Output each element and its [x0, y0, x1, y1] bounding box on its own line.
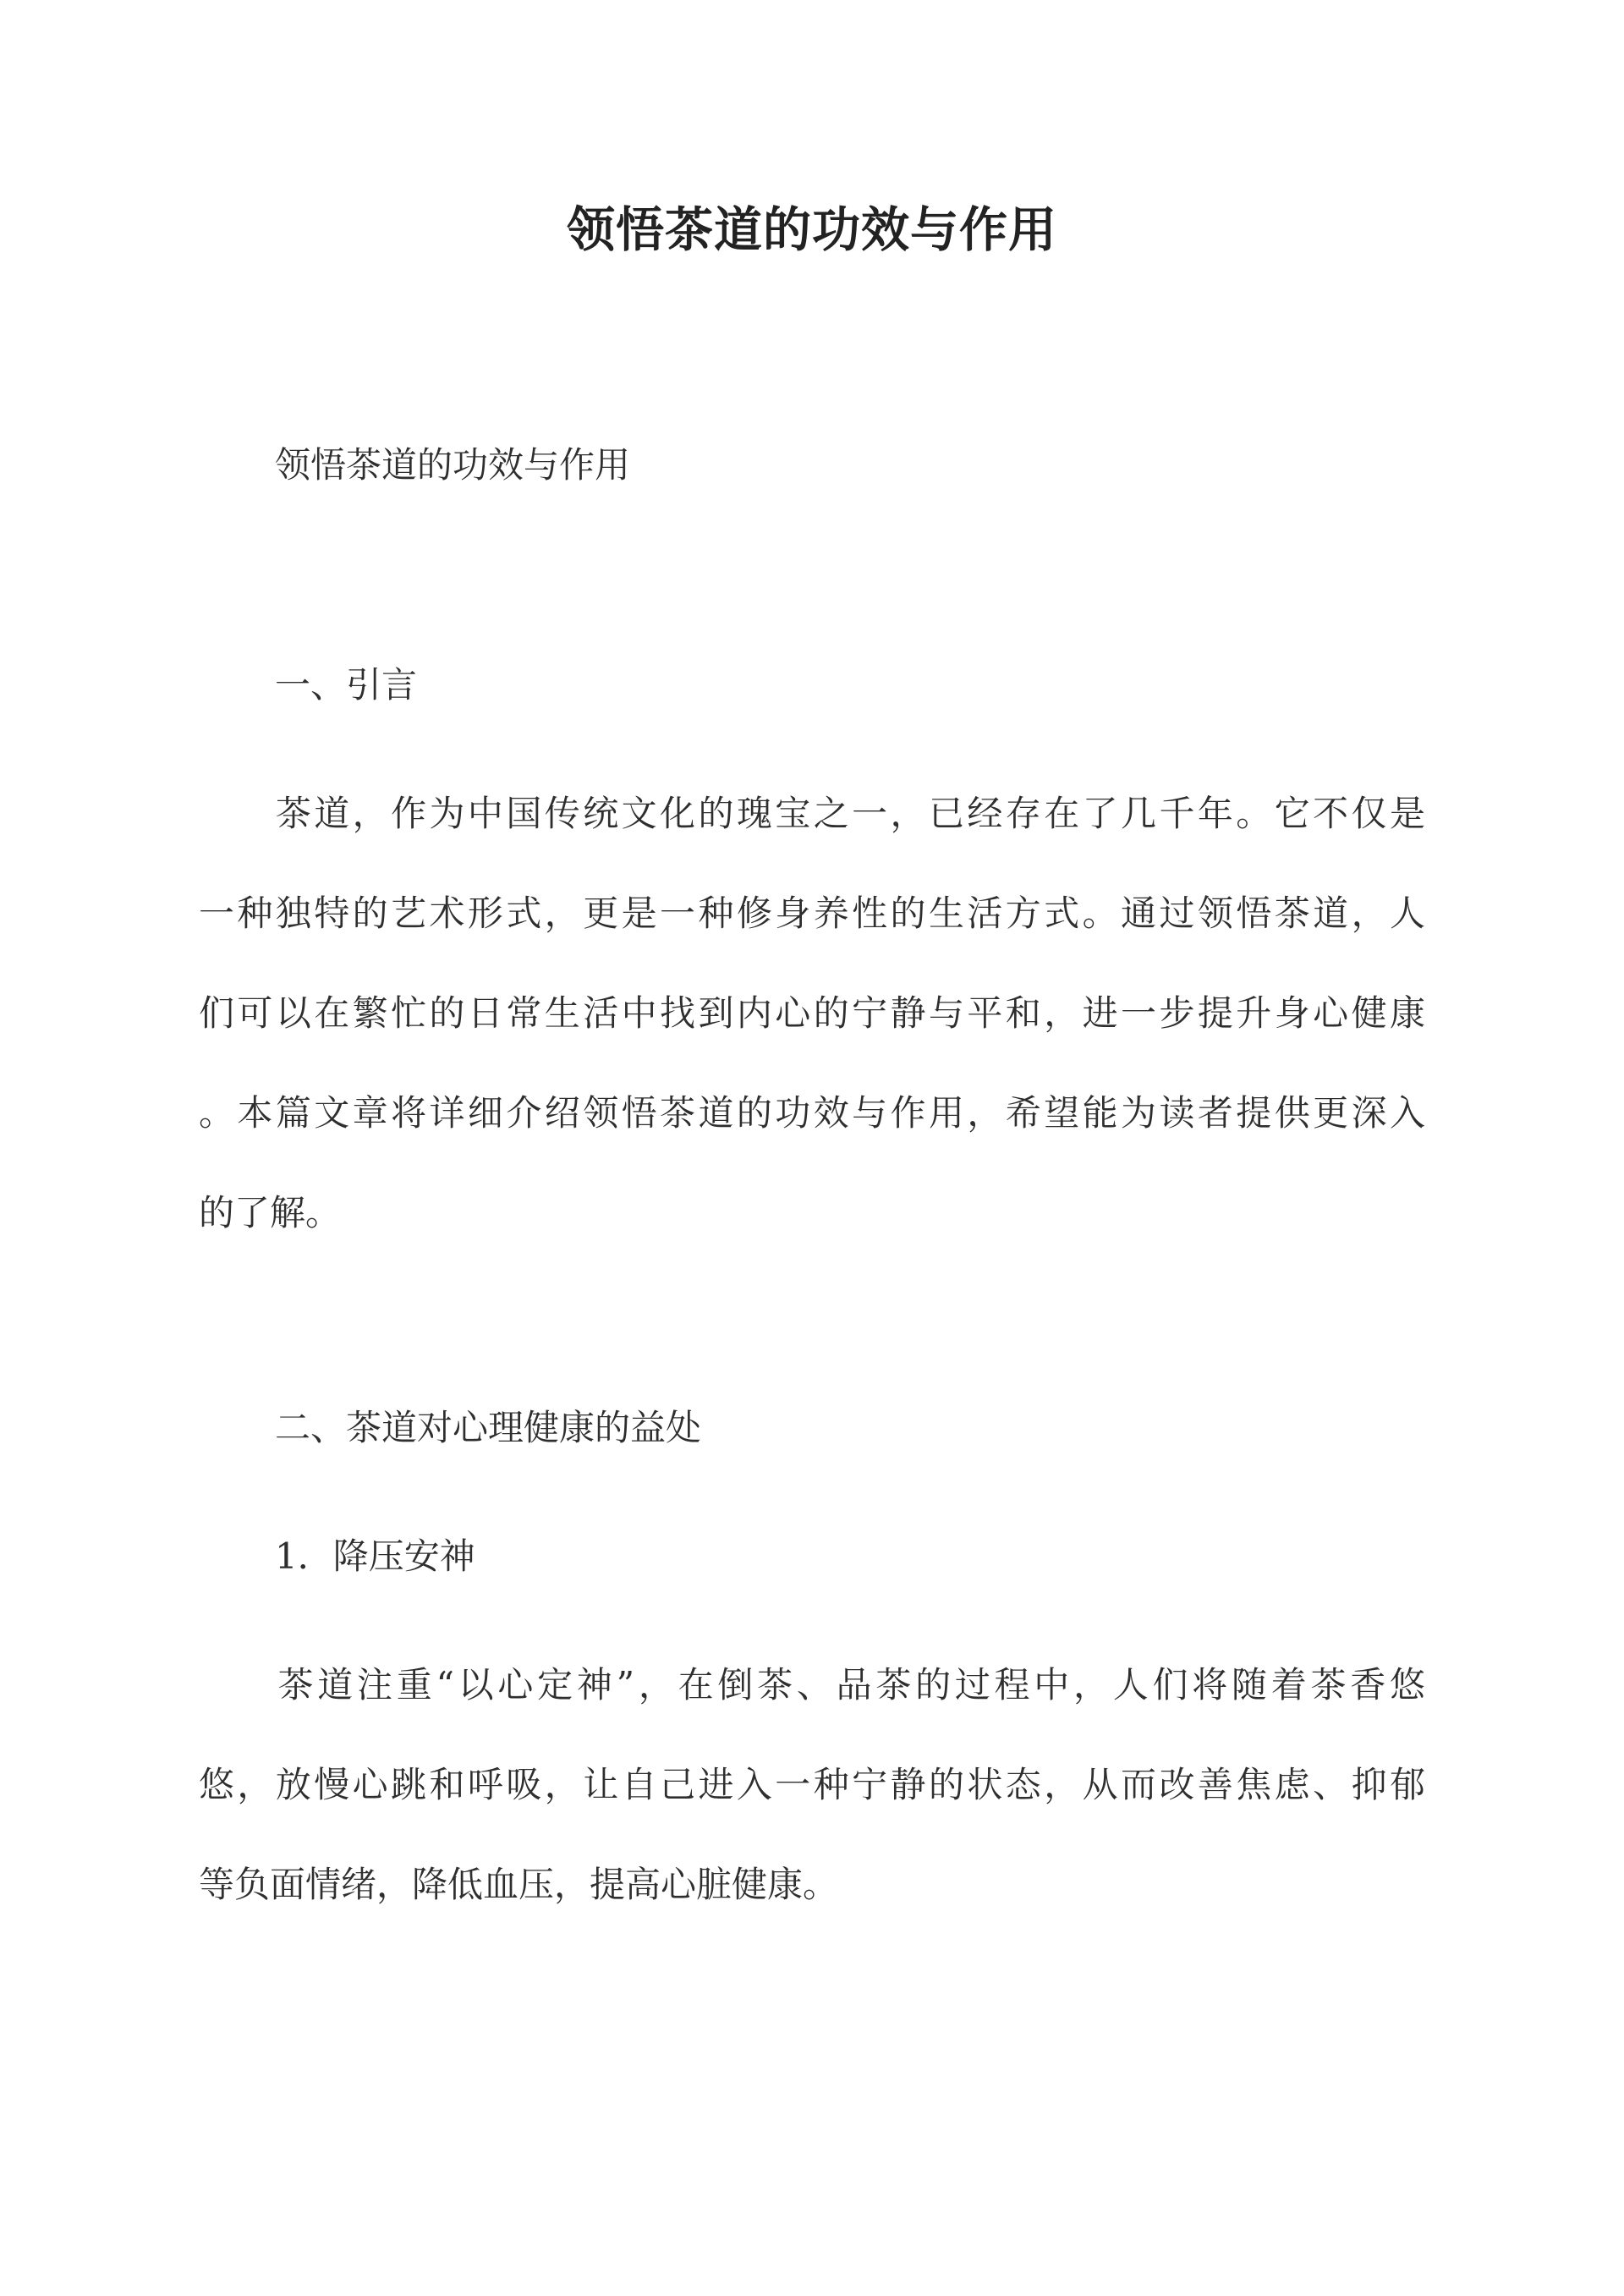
paragraph-line: 茶道，作为中国传统文化的瑰宝之一，已经存在了几千年。它不仅是: [199, 793, 1425, 834]
paragraph-line: 茶道注重“以心定神”，在倒茶、品茶的过程中，人们将随着茶香悠: [199, 1664, 1425, 1706]
paragraph-line: 等负面情绪，降低血压，提高心脏健康。: [199, 1864, 839, 1905]
paragraph-line: 的了解。: [199, 1192, 342, 1233]
document-subtitle: 领悟茶道的功效与作用: [275, 444, 631, 486]
document-title: 领悟茶道的功效与作用: [567, 201, 1057, 258]
paragraph-line: 一种独特的艺术形式，更是一种修身养性的生活方式。通过领悟茶道，人: [199, 893, 1425, 934]
paragraph-line: 。本篇文章将详细介绍领悟茶道的功效与作用，希望能为读者提供更深入: [199, 1092, 1425, 1134]
subsection-heading-blood-pressure: 1．降压安神: [275, 1535, 475, 1577]
section-heading-introduction: 一、引言: [275, 664, 418, 706]
section-heading-mental-health: 二、茶道对心理健康的益处: [275, 1407, 702, 1448]
paragraph-line: 们可以在繁忙的日常生活中找到内心的宁静与平和，进一步提升身心健康: [199, 992, 1425, 1034]
paragraph-line: 悠，放慢心跳和呼吸，让自己进入一种宁静的状态，从而改善焦虑、抑郁: [199, 1764, 1425, 1805]
